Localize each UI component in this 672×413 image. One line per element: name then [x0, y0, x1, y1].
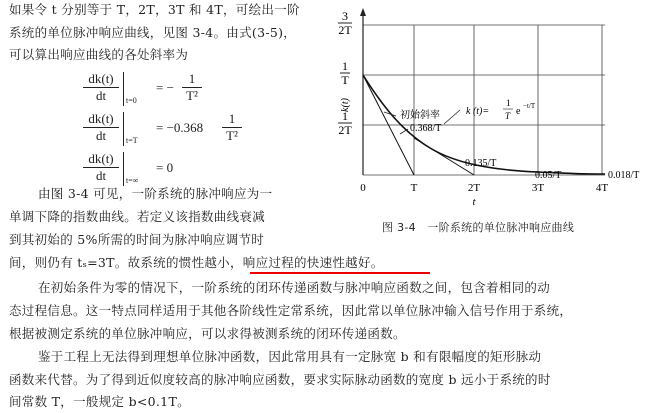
slope-at-T-line — [414, 138, 474, 175]
y-tick-1-over-2T-den: 2T — [338, 123, 352, 137]
eval-condition: t=∞ — [126, 176, 139, 185]
y-tick-3-over-2T-num: 3 — [342, 9, 348, 23]
text-line: 系统的单位脉冲响应曲线，见图 3-4。由式(3-5)， — [9, 25, 297, 40]
value-at-4T-label: 0.018/T — [608, 170, 640, 181]
paragraph-line: 间常数 T，一般规定 b<0.1T。 — [9, 394, 190, 409]
x-tick-labels — [360, 182, 608, 194]
initial-slope-label: 初始斜率 — [400, 110, 440, 121]
x-tick-0: 0 — [360, 182, 366, 194]
y-axis-label: k(t) — [340, 98, 351, 112]
paragraph-line: 函数来代替。为了得到近似度较高的脉冲响应函数，要求实际脉动函数的宽度 b 远小于系统的时 — [9, 372, 551, 387]
red-underline — [250, 272, 430, 274]
y-tick-1-over-2T-num: 1 — [342, 109, 348, 123]
eval-bar — [123, 152, 124, 186]
text-line: 间，则仍有 tₛ=3T。故系统的惯性越小，响应过程的快速性越好。 — [9, 255, 384, 270]
equation-rhs: = − — [156, 80, 174, 95]
formula-exp-base: e — [516, 106, 521, 117]
formula-denominator: T — [505, 111, 511, 121]
text-line: 由图 3-4 可见，一阶系统的脉冲响应为一 — [38, 186, 273, 201]
text-line: 可以算出响应曲线的各处斜率为 — [9, 47, 189, 62]
formula-exponent: −t/T — [523, 102, 536, 110]
derivative-numerator: dk(t) — [88, 71, 114, 86]
x-tick-3T: 3T — [531, 182, 545, 194]
derivative-numerator: dk(t) — [88, 111, 114, 126]
y-tick-3-over-2T-den: 2T — [338, 23, 352, 37]
rhs-numerator: 1 — [188, 71, 196, 86]
x-tick-2T: 2T — [467, 182, 481, 194]
rhs-fraction — [222, 112, 242, 143]
y-tick-1-over-T-den: T — [341, 73, 349, 87]
rhs-denominator: T² — [226, 128, 238, 143]
derivative-fraction — [83, 152, 119, 183]
rhs-numerator: 1 — [228, 111, 236, 126]
derivative-fraction — [83, 112, 119, 143]
derivative-denominator: dt — [95, 128, 107, 143]
rhs-fraction — [182, 72, 202, 103]
eval-condition: t=T — [126, 136, 138, 145]
value-at-2T-label: 0.135/T — [465, 158, 497, 169]
x-tick-4T: 4T — [595, 182, 609, 194]
x-axis-label: t — [472, 196, 476, 208]
value-at-3T-label: 0.05/T — [535, 170, 562, 181]
x-tick-T: T — [410, 182, 418, 194]
formula-numerator: 1 — [506, 98, 511, 108]
equation-rhs: = 0 — [156, 160, 174, 175]
paragraph-line: 在初始条件为零的情况下，一阶系统的闭环传递函数与脉冲响应函数之间，包含着相同的动 — [38, 280, 551, 295]
impulse-response-figure — [330, 0, 670, 250]
eval-condition: t=0 — [126, 96, 137, 105]
derivative-numerator: dk(t) — [88, 151, 114, 166]
derivative-fraction — [83, 72, 119, 103]
text-line: 如果令 t 分别等于 T，2T，3T 和 4T，可绘出一阶 — [9, 2, 300, 17]
y-tick-1-over-T-num: 1 — [342, 59, 348, 73]
text-line: 到其初始的 5%所需的时间为脉冲响应调节时 — [9, 232, 265, 247]
equation-rhs: = −0.368 — [156, 120, 204, 135]
paragraph-line: 态过程信息。这一特点同样适用于其他各阶线性定常系统，因此常以单位脉冲输入信号作用于系统， — [9, 303, 573, 318]
y-axis-arrow — [360, 8, 366, 16]
eval-bar — [123, 72, 124, 106]
grid — [363, 25, 605, 175]
derivative-denominator: dt — [95, 168, 107, 183]
rhs-denominator: T² — [186, 88, 198, 103]
y-tick-labels — [338, 9, 352, 137]
derivative-denominator: dt — [95, 88, 107, 103]
paragraph-line: 根据被测定系统的单位脉冲响应，可以求得被测系统的闭环传递函数。 — [9, 326, 406, 341]
figure-caption: 图 3-4 一阶系统的单位脉冲响应曲线 — [382, 221, 575, 234]
paragraph-line: 鉴于工程上无法得到理想单位脉冲函数，因此常用具有一定脉宽 b 和有限幅度的矩形脉动 — [38, 349, 542, 364]
eval-bar — [123, 112, 124, 146]
formula-label: k (t)= — [466, 106, 490, 117]
slope-value-label: 0.368/T — [410, 123, 442, 134]
text-line: 单调下降的指数曲线。若定义该指数曲线衰减 — [9, 209, 266, 224]
